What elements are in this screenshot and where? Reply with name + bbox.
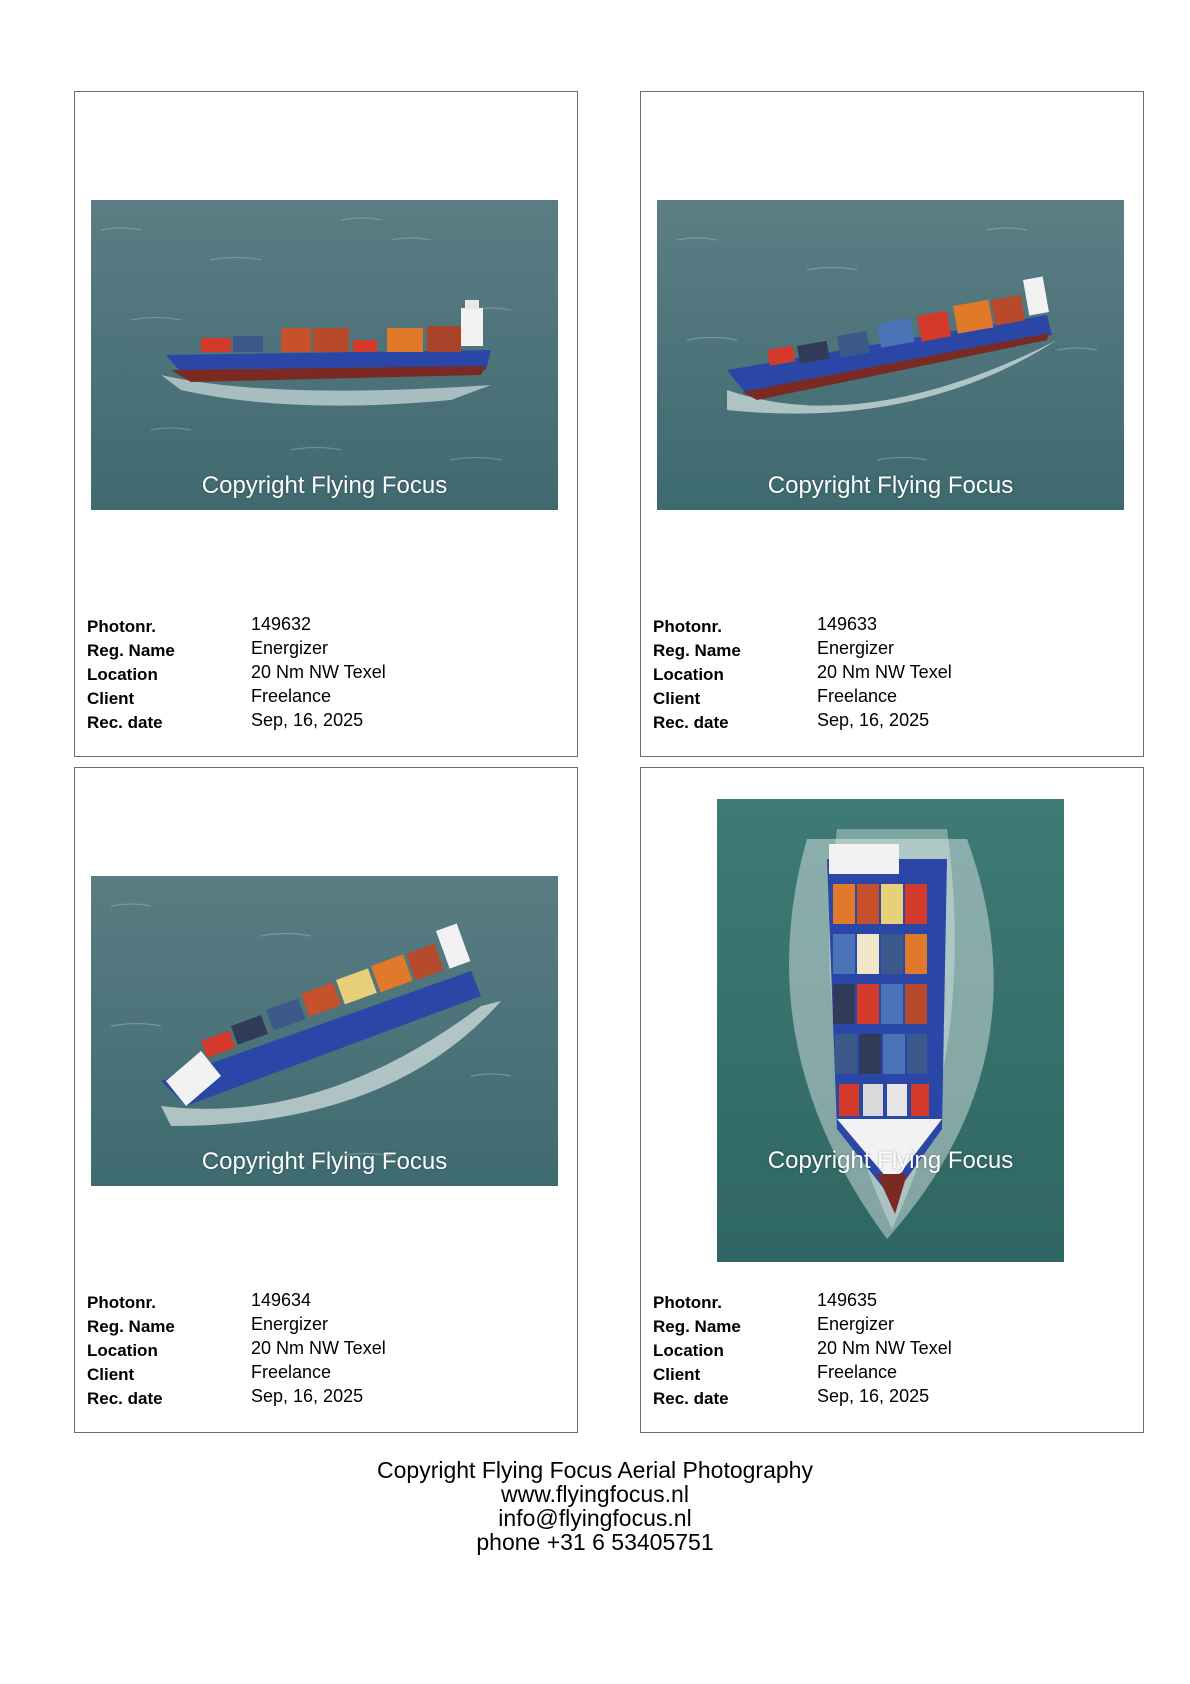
footer-website[interactable]: www.flyingfocus.nl [501,1481,689,1507]
reg-name-label: Reg. Name [87,1317,175,1336]
ship-photo[interactable] [717,799,1064,1262]
photonr-value: 149635 [817,1290,878,1310]
photonr-label: Photonr. [653,617,722,636]
photo-metadata [87,614,557,734]
photo-card-149632 [74,91,578,757]
reg-name-value: Energizer [817,1314,895,1334]
location-value: 20 Nm NW Texel [251,662,386,682]
footer-email[interactable]: info@flyingfocus.nl [498,1505,692,1531]
ship-photo[interactable] [657,200,1124,510]
rec-date-value: Sep, 16, 2025 [251,710,364,730]
footer-copyright: Copyright Flying Focus Aerial Photography [377,1457,813,1483]
page-footer [0,1458,1190,1554]
location-label: Location [653,1341,724,1360]
client-label: Client [87,1365,135,1384]
watermark: Copyright Flying Focus [201,472,448,499]
reg-name-value: Energizer [251,1314,329,1334]
location-label: Location [653,665,724,684]
rec-date-label: Rec. date [87,713,163,732]
client-label: Client [653,1365,701,1384]
rec-date-value: Sep, 16, 2025 [817,710,930,730]
footer-phone: phone +31 6 53405751 [476,1529,714,1555]
photonr-label: Photonr. [653,1293,722,1312]
photonr-value: 149632 [251,614,312,634]
rec-date-value: Sep, 16, 2025 [817,1386,930,1406]
photonr-value: 149634 [251,1290,312,1310]
watermark: Copyright Flying Focus [767,1147,1014,1174]
client-value: Freelance [817,686,898,706]
photo-card-149634 [74,767,578,1433]
photo-metadata [653,614,1123,734]
photo-metadata [87,1290,557,1410]
rec-date-label: Rec. date [653,713,729,732]
location-value: 20 Nm NW Texel [251,1338,386,1358]
watermark: Copyright Flying Focus [201,1148,448,1175]
reg-name-label: Reg. Name [653,641,741,660]
rec-date-value: Sep, 16, 2025 [251,1386,364,1406]
reg-name-value: Energizer [251,638,329,658]
client-value: Freelance [251,686,332,706]
client-label: Client [87,689,135,708]
location-label: Location [87,665,158,684]
location-value: 20 Nm NW Texel [817,1338,952,1358]
location-label: Location [87,1341,158,1360]
photonr-value: 149633 [817,614,878,634]
ship-photo[interactable] [91,200,558,510]
ship-photo[interactable] [91,876,558,1186]
photo-card-149633 [640,91,1144,757]
photo-card-149635 [640,767,1144,1433]
client-value: Freelance [817,1362,898,1382]
photonr-label: Photonr. [87,617,156,636]
location-value: 20 Nm NW Texel [817,662,952,682]
photonr-label: Photonr. [87,1293,156,1312]
reg-name-value: Energizer [817,638,895,658]
rec-date-label: Rec. date [87,1389,163,1408]
reg-name-label: Reg. Name [87,641,175,660]
client-value: Freelance [251,1362,332,1382]
client-label: Client [653,689,701,708]
photo-metadata [653,1290,1123,1410]
reg-name-label: Reg. Name [653,1317,741,1336]
watermark: Copyright Flying Focus [767,472,1014,499]
rec-date-label: Rec. date [653,1389,729,1408]
